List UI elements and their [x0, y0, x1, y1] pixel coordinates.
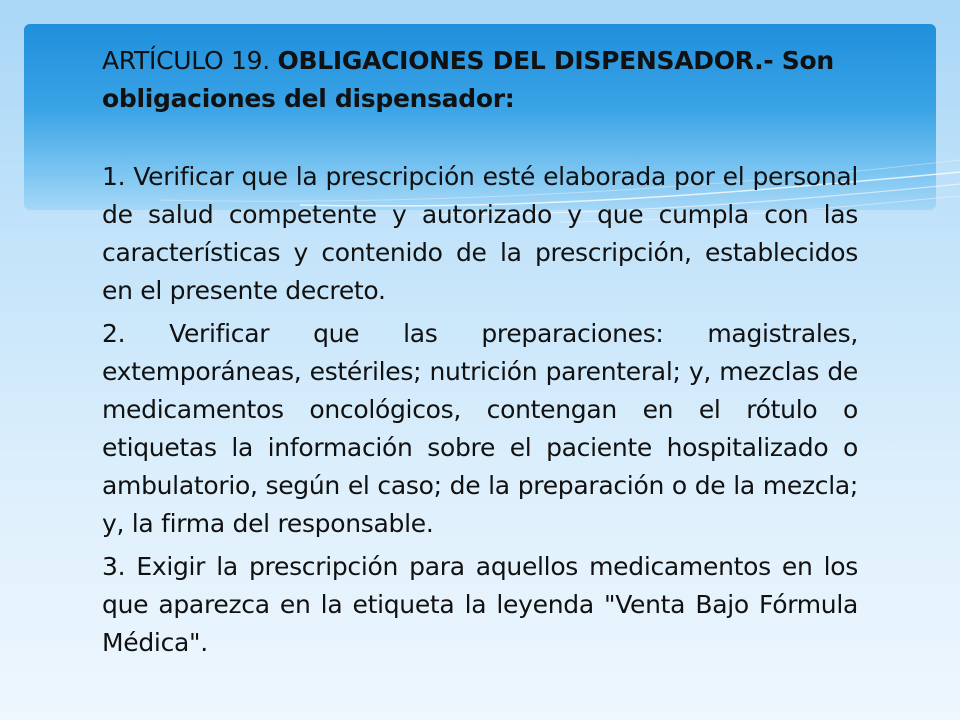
obligation-item-2: 2. Verificar que las preparaciones: magistrales, extemporáneas, estériles; nutrición parenteral; y, mezclas de medicamentos oncológicos, contengan en el rótulo o etiquetas la información sobre el paciente hospitalizado o ambulatorio, según el caso; de la preparación o de la mezcla; y, la firma del responsable. — [102, 319, 858, 538]
obligation-item-3: 3. Exigir la prescripción para aquellos medicamentos en los que aparezca en la etiqueta la leyenda "Venta Bajo Fórmula Médica". — [102, 552, 858, 657]
article-prefix: ARTÍCULO 19. — [102, 46, 278, 75]
article-heading: OBLIGACIONES DEL DISPENSADOR.- Son obligaciones del dispensador: — [102, 46, 834, 113]
slide-content — [102, 42, 858, 667]
obligation-item-1: 1. Verificar que la prescripción esté elaborada por el personal de salud competente y autorizado y que cumpla con las características y contenido de la prescripción, establecidos en el presente decreto. — [102, 162, 858, 305]
article-title — [102, 42, 858, 118]
